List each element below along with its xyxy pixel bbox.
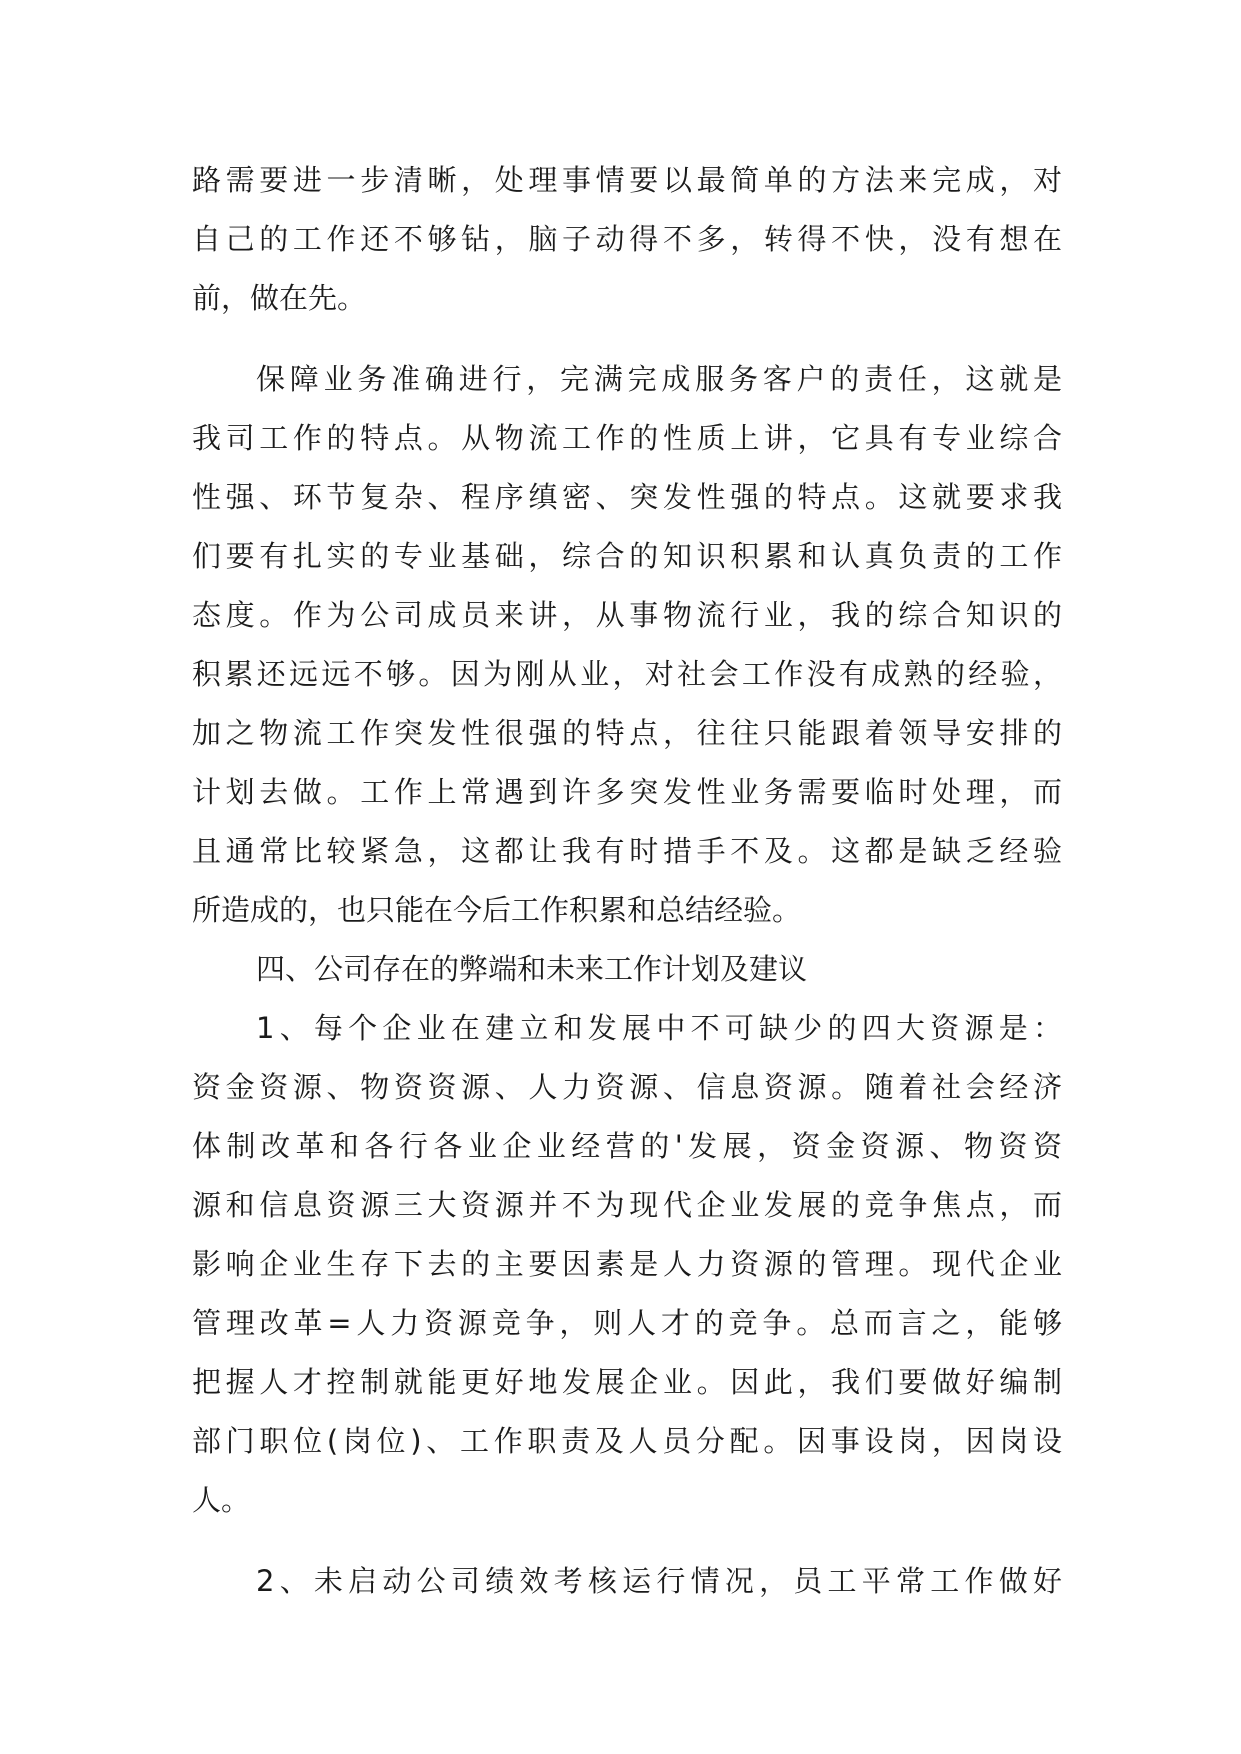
text-line: 计划去做。工作上常遇到许多突发性业务需要临时处理，而 <box>192 775 1062 809</box>
text-line: 把握人才控制就能更好地发展企业。因此，我们要做好编制 <box>192 1365 1062 1399</box>
text-line: 所造成的，也只能在今后工作积累和总结经验。 <box>192 893 802 927</box>
text-line: 积累还远远不够。因为刚从业，对社会工作没有成熟的经验， <box>192 657 1062 691</box>
text-line: 体制改革和各行各业企业经营的'发展，资金资源、物资资 <box>192 1129 1062 1163</box>
text-line: 自己的工作还不够钻，脑子动得不多，转得不快，没有想在 <box>192 222 1062 256</box>
text-line: 源和信息资源三大资源并不为现代企业发展的竞争焦点，而 <box>192 1188 1062 1222</box>
text-line: 加之物流工作突发性很强的特点，往往只能跟着领导安排的 <box>192 716 1062 750</box>
text-line: 性强、环节复杂、程序缜密、突发性强的特点。这就要求我 <box>192 480 1062 514</box>
text-line: 保障业务准确进行，完满完成服务客户的责任，这就是 <box>256 362 1062 396</box>
text-line: 1、每个企业在建立和发展中不可缺少的四大资源是： <box>256 1011 1062 1045</box>
paragraph-gap <box>192 1530 1062 1552</box>
text-line: 2、未启动公司绩效考核运行情况，员工平常工作做好 <box>256 1564 1062 1598</box>
text-line: 我司工作的特点。从物流工作的性质上讲，它具有专业综合 <box>192 421 1062 455</box>
paragraph-gap <box>192 328 1062 350</box>
text-line: 影响企业生存下去的主要因素是人力资源的管理。现代企业 <box>192 1247 1062 1281</box>
text-line: 路需要进一步清晰，处理事情要以最简单的方法来完成，对 <box>192 163 1062 197</box>
text-line: 管理改革=人力资源竞争，则人才的竞争。总而言之，能够 <box>192 1306 1062 1340</box>
text-line: 态度。作为公司成员来讲，从事物流行业，我的综合知识的 <box>192 598 1062 632</box>
text-line: 且通常比较紧急，这都让我有时措手不及。这都是缺乏经验 <box>192 834 1062 868</box>
document-body <box>192 151 1062 1611</box>
text-line: 人。 <box>192 1483 251 1517</box>
section-heading: 四、公司存在的弊端和未来工作计划及建议 <box>256 952 808 986</box>
text-line: 们要有扎实的专业基础，综合的知识积累和认真负责的工作 <box>192 539 1062 573</box>
text-line: 资金资源、物资资源、人力资源、信息资源。随着社会经济 <box>192 1070 1062 1104</box>
text-line: 部门职位(岗位)、工作职责及人员分配。因事设岗，因岗设 <box>192 1424 1062 1458</box>
text-line: 前，做在先。 <box>192 281 367 315</box>
